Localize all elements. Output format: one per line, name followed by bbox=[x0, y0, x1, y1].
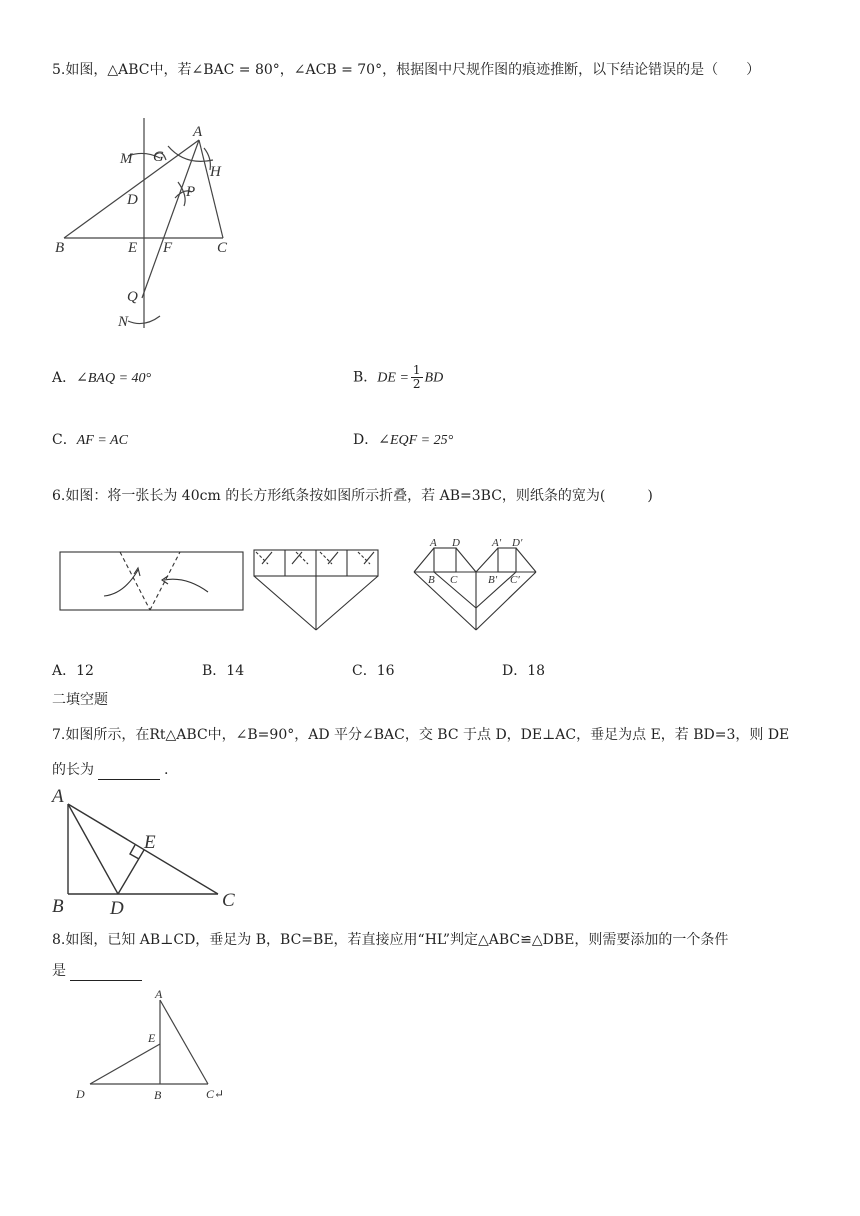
q5-option-b-denominator: 2 bbox=[412, 377, 421, 391]
q5-label-f: F bbox=[163, 240, 173, 256]
q5-option-b-post: BD bbox=[424, 370, 444, 386]
q5-label-q: Q bbox=[127, 289, 138, 305]
q8-label-b: B bbox=[154, 1088, 162, 1102]
q5-label-m: M bbox=[120, 151, 133, 167]
q6-option-d-text: 18 bbox=[527, 663, 546, 679]
q5-label-d: D bbox=[127, 192, 138, 208]
q6-option-b-letter: B． bbox=[202, 663, 227, 679]
q5-option-a-text: ∠BAQ = 40° bbox=[76, 371, 152, 386]
q5-label-b: B bbox=[55, 240, 65, 256]
q5-option-c-text: AF = AC bbox=[76, 433, 128, 448]
q6-option-a-text: 12 bbox=[76, 663, 94, 679]
q5-option-b-fraction bbox=[411, 364, 423, 391]
q6-option-a[interactable] bbox=[52, 661, 94, 681]
q6-option-a-letter: A． bbox=[52, 663, 77, 679]
section-title: 二填空题 bbox=[52, 692, 108, 708]
q6-option-c-text: 16 bbox=[376, 663, 395, 679]
q8-label-a: A bbox=[155, 987, 163, 1001]
q7-answer-blank[interactable] bbox=[98, 765, 160, 780]
q5-label-n: N bbox=[118, 314, 129, 330]
q7-label-c: C bbox=[222, 890, 235, 911]
q5-option-b-pre: DE = bbox=[377, 370, 409, 386]
q5-option-c-letter: C． bbox=[52, 432, 77, 448]
q7-label-b: B bbox=[52, 896, 64, 917]
q5-stem: 5.如图，△ABC中，若∠BAC = 80°，∠ACB = 70°，根据图中尺规作图的痕迹推断，以下结论错误的是（ ） bbox=[52, 62, 761, 78]
q8-answer-blank[interactable] bbox=[70, 966, 142, 981]
q6-option-c[interactable] bbox=[352, 661, 395, 681]
q7-stem-line2-end: . bbox=[164, 762, 169, 778]
q6-label-a: A bbox=[430, 537, 437, 549]
q6-figure bbox=[58, 534, 558, 644]
q6-label-d: D bbox=[452, 537, 460, 549]
q6-stem: 6.如图：将一张长为 40cm 的长方形纸条按如图所示折叠，若 AB=3BC，则纸条的宽为( ) bbox=[52, 488, 653, 504]
q8-stem-line2 bbox=[52, 961, 146, 981]
q6-label-b: B bbox=[428, 574, 435, 586]
q6-label-d-prime: D′ bbox=[512, 537, 523, 549]
q5-option-a-letter: A． bbox=[52, 370, 77, 386]
q8-label-d: D bbox=[76, 1087, 85, 1101]
q5-option-c[interactable] bbox=[52, 430, 128, 451]
q6-label-b-prime: B′ bbox=[488, 574, 498, 586]
q8-label-e: E bbox=[148, 1031, 156, 1045]
q5-option-d[interactable] bbox=[353, 430, 453, 451]
q8-figure bbox=[70, 986, 270, 1106]
q5-option-b-letter: B． bbox=[353, 369, 378, 386]
q7-figure bbox=[52, 786, 252, 919]
q8-stem-line1: 8.如图，已知 AB⊥CD，垂足为 B，BC=BE，若直接应用“HL”判定△ABC≌△DBE，则需要添加的一个条件 bbox=[52, 932, 729, 948]
q7-stem-line1: 7.如图所示，在Rt△ABC中，∠B=90°，AD 平分∠BAC，交 BC 于点 D，DE⊥AC，垂足为点 E，若 BD=3，则 DE bbox=[52, 727, 790, 743]
q8-stem-line2-text: 是 bbox=[52, 963, 66, 979]
q8-label-c: C↵ bbox=[206, 1087, 225, 1101]
q7-label-a: A bbox=[52, 786, 64, 807]
q5-option-d-letter: D． bbox=[353, 432, 379, 448]
q6-option-c-letter: C． bbox=[352, 663, 377, 679]
q7-stem-line2-text: 的长为 bbox=[52, 762, 94, 778]
q6-option-d[interactable] bbox=[502, 661, 545, 681]
q6-label-c-prime: C′ bbox=[510, 574, 520, 586]
q7-label-d: D bbox=[110, 898, 124, 919]
q6-label-a-prime: A′ bbox=[492, 537, 502, 549]
q7-label-e: E bbox=[144, 832, 156, 853]
q5-label-e: E bbox=[128, 240, 138, 256]
q6-option-b[interactable] bbox=[202, 661, 244, 681]
q6-label-c: C bbox=[450, 574, 458, 586]
q5-option-a[interactable] bbox=[52, 368, 151, 389]
q5-figure bbox=[50, 118, 280, 338]
q5-label-h: H bbox=[210, 164, 221, 180]
q5-option-b[interactable] bbox=[353, 364, 443, 391]
q5-option-d-text: ∠EQF = 25° bbox=[378, 433, 454, 448]
q5-label-c: C bbox=[217, 240, 228, 256]
q5-option-b-numerator: 1 bbox=[412, 363, 421, 377]
q5-label-g: G bbox=[153, 149, 164, 165]
q7-stem-line2 bbox=[52, 760, 168, 780]
q6-option-b-text: 14 bbox=[226, 663, 245, 679]
q6-option-d-letter: D． bbox=[502, 663, 528, 679]
q5-label-p: P bbox=[186, 184, 196, 200]
q5-label-a: A bbox=[193, 124, 203, 140]
